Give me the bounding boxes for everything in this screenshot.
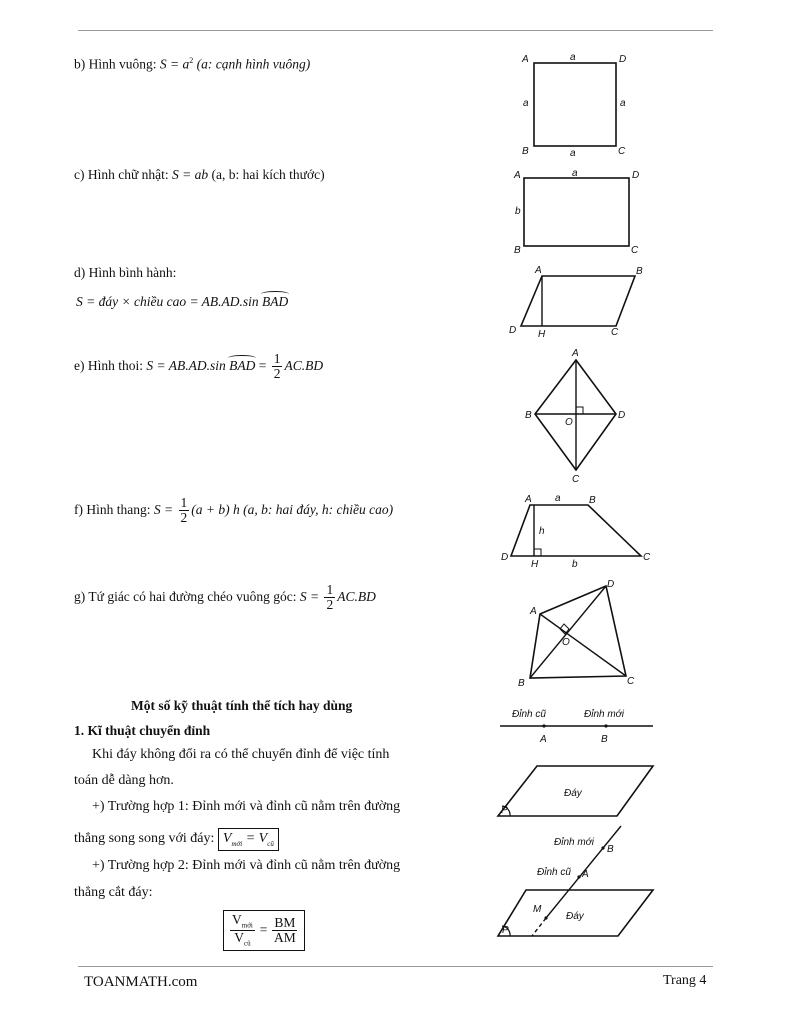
svg-text:C: C <box>611 327 619 338</box>
svg-text:b: b <box>572 559 578 570</box>
trapezoid-figure <box>498 490 656 570</box>
svg-text:P: P <box>501 805 508 816</box>
footer-brand: TOANMATH.com <box>84 974 198 990</box>
svg-text:A: A <box>530 606 537 617</box>
technique-p3-l1: +) Trường hợp 2: Đỉnh mới và đỉnh cũ nằm trên đường <box>92 858 401 873</box>
svg-text:P: P <box>502 925 509 936</box>
base-plane-figure-2 <box>490 822 658 944</box>
svg-text:D: D <box>501 552 509 563</box>
svg-text:D: D <box>607 579 615 590</box>
section-b-text: b) Hình vuông: $S = a^2$ (a: cạnh hình vuông) <box>74 56 311 72</box>
svg-text:Đỉnh cũ: Đỉnh cũ <box>512 709 546 720</box>
vertex-line-figure <box>495 700 655 748</box>
svg-text:O: O <box>562 637 570 648</box>
svg-text:B: B <box>518 678 525 689</box>
svg-text:C: C <box>618 146 626 157</box>
svg-text:B: B <box>522 146 529 157</box>
technique-title: Một số kỹ thuật tính thể tích hay dùng <box>131 698 353 713</box>
section-e-text: e) Hình thoi: S = AB.AD.sin BAD = $\frac{1}{2}$ AC.BD <box>74 351 324 382</box>
top-rule <box>78 30 713 31</box>
svg-text:Đỉnh cũ: Đỉnh cũ <box>537 867 571 878</box>
svg-text:D: D <box>509 325 517 336</box>
svg-text:A: A <box>535 265 542 276</box>
svg-text:A: A <box>540 734 547 745</box>
technique-subtitle: 1. Kĩ thuật chuyển đỉnh <box>74 723 211 738</box>
svg-text:H: H <box>538 329 546 340</box>
rectangle-figure <box>510 166 645 256</box>
section-c-text: c) Hình chữ nhật: S = ab (a, b: hai kích thước) <box>74 167 325 182</box>
svg-text:Đáy: Đáy <box>564 788 582 799</box>
svg-text:C: C <box>627 676 635 687</box>
svg-text:Đỉnh mới: Đỉnh mới <box>584 709 624 720</box>
fraction: $\frac{1}{2}$ <box>326 582 334 613</box>
svg-text:Đỉnh mới: Đỉnh mới <box>554 837 594 848</box>
svg-text:a: a <box>572 168 578 179</box>
svg-text:B: B <box>607 844 614 855</box>
formula-box-2: $\frac{V_{mới}}{V_{cũ}}$ = $\frac{BM}{AM}$ <box>223 910 305 951</box>
svg-text:H: H <box>531 559 539 570</box>
svg-text:A: A <box>514 170 521 181</box>
base-plane-figure-1 <box>490 760 658 820</box>
svg-text:M: M <box>533 904 542 915</box>
formula-box-1: $V_{mới} = V_{cũ}$ <box>218 828 279 851</box>
svg-text:C: C <box>631 245 639 256</box>
technique-p1-l1: Khi đáy không đổi ra có thể chuyển đỉnh để việc tính <box>92 747 390 762</box>
svg-text:Đáy: Đáy <box>566 911 584 922</box>
square-figure <box>515 50 635 158</box>
svg-text:a: a <box>620 98 626 109</box>
svg-text:A: A <box>525 494 532 505</box>
technique-p3-l2: thẳng cắt đáy: <box>74 885 153 900</box>
svg-text:B: B <box>514 245 521 256</box>
section-g-text: g) Tứ giác có hai đường chéo vuông góc: S = $\frac{1}{2}$ AC.BD <box>74 582 376 613</box>
fraction: $\frac{1}{2}$ <box>273 351 281 382</box>
svg-text:a: a <box>523 98 529 109</box>
footer-page-number: Trang 4 <box>663 973 707 988</box>
svg-text:b: b <box>515 206 521 217</box>
svg-text:O: O <box>565 417 573 428</box>
svg-text:A: A <box>522 54 529 65</box>
svg-text:a: a <box>555 493 561 504</box>
svg-text:h: h <box>539 526 545 537</box>
svg-text:B: B <box>601 734 608 745</box>
section-f-text: f) Hình thang: S = $\frac{1}{2}$ (a + b) h (a, b: hai đáy, h: chiều cao) <box>74 495 394 526</box>
technique-p2-l1: +) Trường hợp 1: Đỉnh mới và đỉnh cũ nằm trên đường <box>92 799 401 814</box>
svg-text:D: D <box>618 410 626 421</box>
svg-text:B: B <box>525 410 532 421</box>
technique-p1-l2: toán dễ dàng hơn. <box>74 773 174 788</box>
quadrilateral-figure <box>510 578 645 690</box>
bottom-rule <box>78 966 713 967</box>
svg-text:a: a <box>570 148 576 158</box>
svg-text:C: C <box>643 552 651 563</box>
svg-text:C: C <box>572 474 580 485</box>
section-d-title: d) Hình bình hành: <box>74 265 177 280</box>
svg-text:D: D <box>619 54 627 65</box>
technique-p2-l2: thẳng song song với đáy: $V_{mới} = V_{cũ}$ <box>74 828 279 851</box>
fraction: $\frac{1}{2}$ <box>180 495 188 526</box>
svg-text:a: a <box>570 52 576 63</box>
rhombus-figure <box>520 344 635 486</box>
svg-text:A: A <box>582 869 589 880</box>
parallelogram-figure <box>505 262 655 342</box>
svg-text:D: D <box>632 170 640 181</box>
svg-text:B: B <box>589 495 596 506</box>
svg-text:A: A <box>572 348 579 359</box>
section-d-formula: S = đáy × chiều cao = AB.AD.sin BAD <box>76 294 289 309</box>
svg-text:B: B <box>636 266 643 277</box>
